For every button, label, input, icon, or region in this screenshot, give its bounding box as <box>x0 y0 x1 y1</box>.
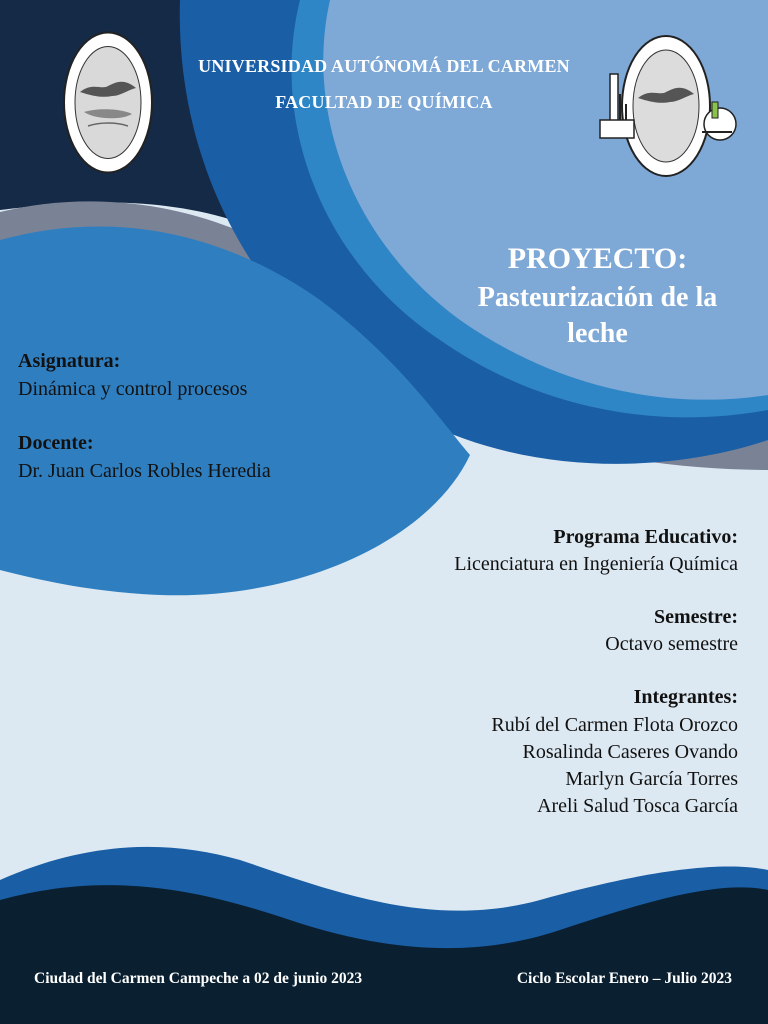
member-name: Rosalinda Caseres Ovando <box>522 741 738 763</box>
member-name: Rubí del Carmen Flota Orozco <box>491 714 738 736</box>
member-name: Areli Salud Tosca García <box>537 795 738 817</box>
footer-cycle: Ciclo Escolar Enero – Julio 2023 <box>516 970 732 987</box>
teacher-value: Dr. Juan Carlos Robles Heredia <box>18 460 271 482</box>
project-title-line1: Pasteurización de la <box>477 282 718 313</box>
semester-label: Semestre: <box>653 606 738 628</box>
university-name: UNIVERSIDAD AUTÓNOMÁ DEL CARMEN <box>198 56 570 76</box>
semester-value: Octavo semestre <box>605 633 738 655</box>
course-value: Dinámica y control procesos <box>18 378 248 400</box>
member-name: Marlyn García Torres <box>565 768 738 790</box>
teacher-label: Docente: <box>18 432 94 454</box>
footer-place-date: Ciudad del Carmen Campeche a 02 de junio 2023 <box>34 970 363 987</box>
faculty-name: FACULTAD DE QUÍMICA <box>275 92 493 112</box>
course-label: Asignatura: <box>18 350 121 372</box>
members-label: Integrantes: <box>633 686 738 708</box>
project-label: PROYECTO: <box>507 242 688 275</box>
program-value: Licenciatura en Ingeniería Química <box>454 553 738 575</box>
project-title-line2: leche <box>567 318 628 349</box>
program-label: Programa Educativo: <box>553 526 738 548</box>
